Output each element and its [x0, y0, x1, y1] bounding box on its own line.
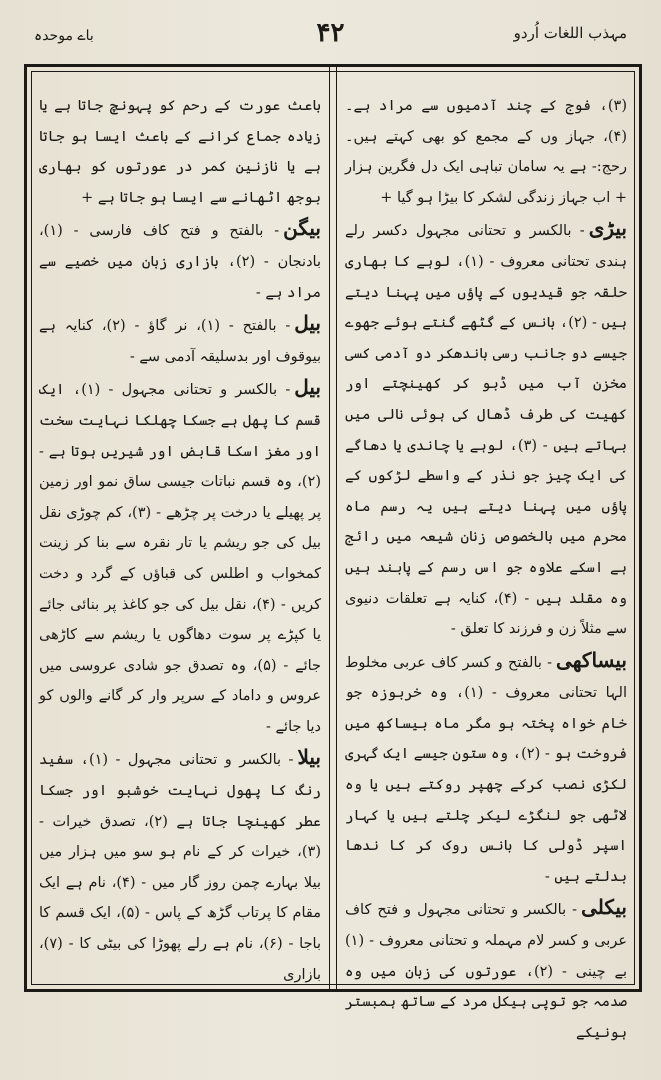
dictionary-entry [345, 213, 627, 644]
dictionary-entry [345, 892, 627, 1048]
dictionary-entry [39, 213, 321, 308]
entry-headword: بیل [294, 375, 321, 400]
left-column [39, 91, 321, 983]
dictionary-entry [345, 645, 627, 893]
text-frame [24, 64, 642, 1041]
entry-definition: - بالکسر و تحتانی مجہول و فتح کاف عربی و کسر لام مہملہ و تحتانی معروف - (۱) بے چینی - (۲)، عورتوں کی زبان میں وہ صدمہ جو توپی ہیکل مرد کے ساتھ ہمبستر ہونیکے [345, 902, 628, 1041]
entry-headword: بیکلی [581, 895, 627, 920]
dictionary-entry [39, 742, 321, 990]
dictionary-entry [39, 308, 321, 372]
dictionary-entry [39, 91, 321, 213]
column-divider [329, 67, 337, 989]
entry-definition: باعث عورت کے رحم کو پہونچ جاتا ہے یا زیادہ جماع کرانے کے باعث ایسا ہو جاتا ہے یا نازنین کمر در عورتوں کو بھاری بوجھ اٹھانے سے ایسا ہو جاتا ہے + [39, 98, 321, 206]
page-header [24, 18, 637, 58]
dictionary-entry [345, 91, 627, 213]
right-column [345, 91, 628, 1041]
entry-definition: - بالفتح و کسر کاف عربی مخلوط الہا تحتانی معروف - (۱)، وہ خربوزہ جو خام خواہ پختہ ہو مگر ماہ بیساکھ میں فروخت ہو - (۲)، وہ ستون جیسے ایک گہری لکڑی نصب کرکے چھپر روکتے ہیں یا وہ لاٹھی جو لنگڑے لیکر چلتے ہیں یا کہار اسپر ڈولی کا بانس روک کر کا ندھا بدلتے ہیں - [345, 654, 627, 885]
page-number: ۴۲ [316, 18, 345, 48]
entry-definition: - بالفتح - (۱)، نر گاؤ - (۲)، کنایہ ہے بیوقوف اور بدسلیقہ آدمی سے - [39, 318, 321, 365]
entry-headword: بیڑی [588, 216, 627, 241]
entry-definition: - بالفتح و فتح کاف فارسی - (۱)، بادنجان - (۲)، بازاری زبان میں خصیے سے مراد ہے - [39, 223, 321, 301]
section-label: باے موحدہ [34, 28, 94, 44]
entry-headword: بیل [294, 311, 321, 336]
entry-headword: بیساکھی [556, 647, 627, 672]
entry-definition: - بالکسر و تحتانی مجہول - (۱)، ایک قسم کا پھل ہے جسکا چھلکا نہایت سخت اور مغز اسکا قابض اور شیریں ہوتا ہے - (۲)، وہ قسم نباتات جیسی ساق نمو اور زمین پر پھیلے یا درخت پر چڑھے - (۳)، کم چوڑی نقل بیل کی جو ریشم یا تار نقرہ سے بنا کر زینت کمخواب و اطلس کی قباؤں کے گرد و دخت کریں - (۴)، نقل بیل کی جو کاغذ پر بنائی جائے یا کپڑے پر سوت دھاگوں یا ریشم سے کاڑھی جائے - (۵)، وہ تصدق جو شادی عروسی میں عروس و داماد کے سرپر وار کر گانے والوں کو دیا جائے - [39, 382, 321, 735]
entry-definition: - بالکسر و تحتانی مجہول دکسر رلے ہندی تحتانی معروف - (۱)، لوہے کا بھاری حلقہ جو قیدیوں کے پاؤں میں پہنا دیتے ہیں - (۲)، بانس کے گٹھے گنتے ہوئے جھوے جیسے دو جانب رسی باندھکر دو آدمی کسی مخزن آب میں ڈبو کر کھینچتے اور کھیت کی طرف ڈھال کی ہوئی نالی میں بہاتے ہیں - (۳)، لوہے یا چاندی یا دھاگے کی ایک چیز جو نذر کے واسطے لڑکوں کے پاؤں میں پہنا دیتے ہیں یہ رسم ماہ محرم میں بالخصوص زنان شیعہ میں رائج ہے اسکے علاوہ جو اس رسم کے پابند ہیں وہ مقلد ہیں - (۴)، کنایہ ہے تعلقات دنیوی سے مثلاً زن و فرزند کا تعلق - [345, 223, 628, 638]
entry-definition: (۳)، فوج کے چند آدمیوں سے مراد ہے۔ (۴)، جہاز وں کے مجمع کو بھی کہتے ہیں۔ رحج:- ہے یہ سامان تباہی ایک دل فگرین ہزار + اب جہاز زندگی لشکر کا بیڑا ہو گیا + [345, 98, 627, 206]
entry-headword: بیگن [283, 216, 321, 241]
entry-headword: بیلا [297, 745, 321, 770]
entry-definition: - بالکسر و تحتانی مجہول - (۱)، سفید رنگ کا پھول نہایت خوشبو اور جسکا عطر کھینچا جاتا ہے (۲)، تصدق خیرات - (۳)، خیرات کر کے نام ہو سو میں ہزار میں بیلا بہارے چمن روز گار میں - (۴)، نام ہے ایک مقام کا پرتاب گڑھ کے پاس - (۵)، ایک قسم کا باجا - (۶)، نام ہے رلے پھوڑا کی بیٹی کا - (۷)، بازاری [39, 752, 321, 983]
dictionary-entry [39, 372, 321, 742]
book-title: مہذب اللغات اُردو [513, 24, 627, 42]
